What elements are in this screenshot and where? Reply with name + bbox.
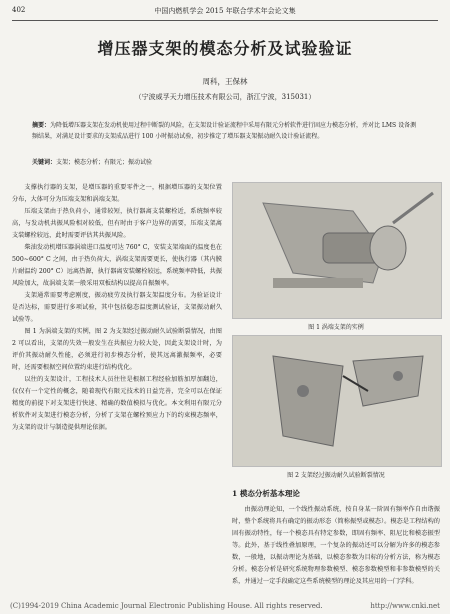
keywords-block	[32, 157, 422, 166]
paragraph: 压端支架由于热负荷小，通常较短，执行器离支装螺栓近，系统频率较高，与发动机共振风险相对较低，但有时由于客户边界的需要，压端支架离支装螺栓较远，此时需要评估其共振风险。	[12, 208, 222, 239]
page-number: 402	[12, 6, 26, 14]
section-body	[232, 504, 440, 588]
abstract-text: 为降低增压器支架在发动机使用过程中断裂的风险，在支架设计验证流程中采用有限元分析软件进行固应力模态分析，并对比 LMS 设备测频结果，对满足设计要求的支架成品进行 100 小时振动试验，初步推定了增压器支架振动耐久设计验证流程。	[32, 122, 417, 140]
paragraph: 图 1 为涡端支架的实例，图 2 为支架经过振动耐久试验断裂情况，由图 2 可以看出，支架的失效一般发生在共振应力较大处，因此支架设计时，为评价其振动耐久性能，必须进行初步模态分析，使其远离激振频率，必要时，还需要根据空间位置约束进行结构优化。	[12, 328, 222, 371]
abstract-block	[32, 120, 422, 142]
header-divider	[12, 20, 438, 21]
paragraph: 支架通常需要考虑刚度，振动疲劳及执行器支架温度分布。为验证设计是否达标，需要进行多项试验，其中包括稳态温度测试验证，支架振动耐久试验等。	[12, 292, 222, 323]
figure-1-photo	[232, 182, 442, 319]
section-heading: 1 模态分析基本理论	[232, 489, 300, 498]
figure-2-caption: 图 2 支架经过振动耐久试验断裂情况	[287, 472, 385, 479]
paragraph: 以往的支架设计，工程技术人员往往是根据工程经验加筋加厚加翻边，仅仅有一个定性的概念，随着现代有限元技术的日益完善，完全可以在保证精度的前提下对支架进行快速、精确的数值模拟与优化。本文利用有限元分析软件对支架进行模态分析，分析了支架在螺栓预应力下的约束模态频率，为支架的设计与制造提供理论依据。	[12, 376, 222, 431]
paper-authors: 周科，王保林	[202, 77, 248, 86]
paragraph: 柴油发动机增压器涡端进口温度可达 760° C，安装支架端面的温度也在 500~600° C 之间，由于热负荷大，涡端支架需要更长，使执行器（其内膜片耐温约 200° C）远离热源，执行器离安装螺栓较远，系统频率降低，共振风险加大，故涡端支架一般采用双板结构以提高自振频率。	[12, 244, 222, 287]
abstract-label: 摘要：	[32, 122, 51, 129]
paper-title: 增压器支架的模态分析及试验验证	[97, 39, 353, 58]
copyright-footer: (C)1994-2019 China Academic Journal Electronic Publishing House. All rights reserved.	[10, 602, 323, 610]
keywords-label: 关键词：	[32, 159, 57, 166]
left-column	[12, 182, 222, 434]
paragraph: 由振动理论知，一个线性振动系统，按自身某一阶固有频率作自由谐振时，整个系统将具有确定的振动形态（简称振型或模态）。模态是工程结构的固有振动特性，每一个模态具有特定参数，即固有频率、阻尼比和模态振型等。此外，基于线性叠加原理，一个复杂的振动还可以分解为许多的模态参数，一般地，以振动理论为基础，以模态参数为目标的分析方法，称为模态分析。模态分析是研究系统物理参数模型、模态参数模型和非参数模型的关系，并通过一定手段确定这些系统模型的理论及其应用的一门学科。	[232, 506, 440, 585]
paper-affiliation: （宁波威孚天力增压技术有限公司，浙江宁波，315031）	[134, 93, 316, 101]
footer-url: http://www.cnki.net	[370, 602, 440, 610]
keywords-text: 支架；模态分析；有限元；振动试验	[56, 159, 153, 166]
journal-header: 中国内燃机学会 2015 年联合学术年会论文集	[154, 7, 296, 15]
figure-1-caption: 图 1 涡端支架的实例	[308, 324, 364, 331]
paragraph: 支撑执行器的支架，是增压器的重要零件之一，根据增压器的支架位置分布，大体可分为压端支架和涡端支架。	[12, 184, 222, 203]
figure-2-photo	[232, 335, 442, 467]
